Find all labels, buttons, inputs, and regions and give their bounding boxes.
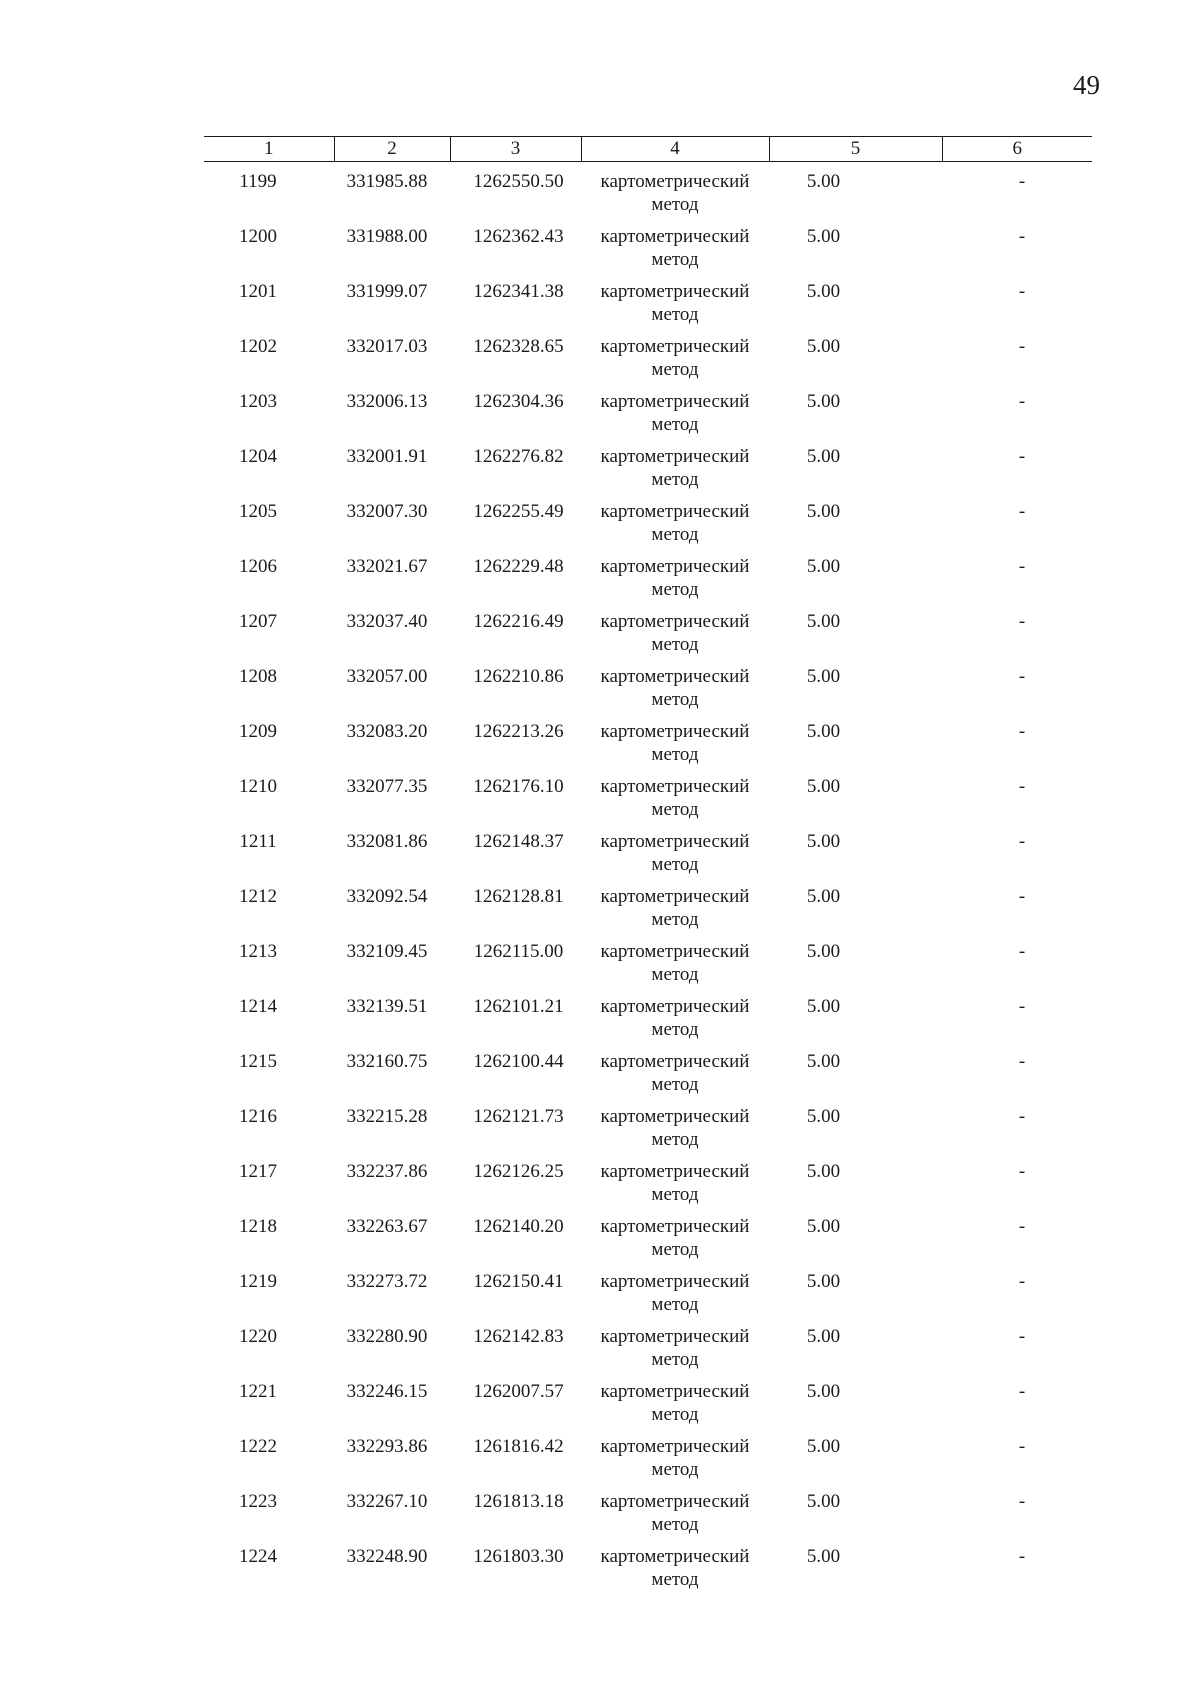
accuracy-cell: 5.00 bbox=[806, 996, 841, 1017]
y-coordinate-cell: 1262362.43 bbox=[473, 226, 564, 247]
point-number-cell: 1206 bbox=[239, 556, 277, 577]
accuracy-cell: 5.00 bbox=[806, 831, 841, 852]
method-line-1: картометрический bbox=[600, 1216, 750, 1237]
method-cell bbox=[581, 335, 769, 390]
table-row bbox=[204, 1435, 1092, 1490]
method-line-1: картометрический bbox=[600, 1546, 750, 1567]
y-coordinate-cell: 1262007.57 bbox=[473, 1381, 564, 1402]
method-line-2: метод bbox=[651, 1019, 699, 1040]
method-line-2: метод bbox=[651, 1404, 699, 1425]
x-coordinate-cell: 331988.00 bbox=[346, 226, 428, 247]
x-coordinate-cell: 332237.86 bbox=[346, 1161, 428, 1182]
table-row bbox=[204, 1215, 1092, 1270]
method-line-2: метод bbox=[651, 579, 699, 600]
accuracy-cell: 5.00 bbox=[806, 666, 841, 687]
note-cell: - bbox=[1018, 1051, 1026, 1072]
y-coordinate-cell: 1262126.25 bbox=[473, 1161, 564, 1182]
point-number-cell: 1215 bbox=[239, 1051, 277, 1072]
point-number-cell: 1201 bbox=[239, 281, 277, 302]
table-row bbox=[204, 1380, 1092, 1435]
table-body bbox=[204, 162, 1092, 1601]
table-row bbox=[204, 170, 1092, 225]
method-line-2: метод bbox=[651, 689, 699, 710]
accuracy-cell: 5.00 bbox=[806, 1106, 841, 1127]
method-cell bbox=[581, 775, 769, 830]
x-coordinate-cell: 332263.67 bbox=[346, 1216, 428, 1237]
method-cell bbox=[581, 280, 769, 335]
y-coordinate-cell: 1262304.36 bbox=[473, 391, 564, 412]
point-number-cell: 1222 bbox=[239, 1436, 277, 1457]
table-row bbox=[204, 1545, 1092, 1600]
method-line-1: картометрический bbox=[600, 171, 750, 192]
table-row bbox=[204, 1050, 1092, 1105]
method-line-1: картометрический bbox=[600, 501, 750, 522]
y-coordinate-cell: 1262216.49 bbox=[473, 611, 564, 632]
accuracy-cell: 5.00 bbox=[806, 776, 841, 797]
point-number-cell: 1223 bbox=[239, 1491, 277, 1512]
method-cell bbox=[581, 170, 769, 225]
note-cell: - bbox=[1018, 391, 1026, 412]
table-row bbox=[204, 665, 1092, 720]
note-cell: - bbox=[1018, 1106, 1026, 1127]
method-cell bbox=[581, 830, 769, 885]
method-cell bbox=[581, 390, 769, 445]
y-coordinate-cell: 1261813.18 bbox=[473, 1491, 564, 1512]
note-cell: - bbox=[1018, 1491, 1026, 1512]
y-coordinate-cell: 1262101.21 bbox=[473, 996, 564, 1017]
y-coordinate-cell: 1262115.00 bbox=[473, 941, 564, 962]
y-coordinate-cell: 1262210.86 bbox=[473, 666, 564, 687]
accuracy-cell: 5.00 bbox=[806, 1051, 841, 1072]
accuracy-cell: 5.00 bbox=[806, 721, 841, 742]
header-spacer bbox=[204, 162, 1092, 171]
accuracy-cell: 5.00 bbox=[806, 391, 841, 412]
table-row bbox=[204, 830, 1092, 885]
method-line-2: метод bbox=[651, 1184, 699, 1205]
x-coordinate-cell: 332273.72 bbox=[346, 1271, 428, 1292]
method-line-1: картометрический bbox=[600, 1381, 750, 1402]
point-number-cell: 1210 bbox=[239, 776, 277, 797]
method-cell bbox=[581, 665, 769, 720]
method-line-2: метод bbox=[651, 414, 699, 435]
method-line-2: метод bbox=[651, 359, 699, 380]
y-coordinate-cell: 1262341.38 bbox=[473, 281, 564, 302]
table-row bbox=[204, 445, 1092, 500]
accuracy-cell: 5.00 bbox=[806, 611, 841, 632]
x-coordinate-cell: 332109.45 bbox=[346, 941, 428, 962]
note-cell: - bbox=[1018, 1326, 1026, 1347]
point-number-cell: 1214 bbox=[239, 996, 277, 1017]
accuracy-cell: 5.00 bbox=[806, 1326, 841, 1347]
method-line-1: картометрический bbox=[600, 776, 750, 797]
method-line-2: метод bbox=[651, 909, 699, 930]
note-cell: - bbox=[1018, 446, 1026, 467]
note-cell: - bbox=[1018, 776, 1026, 797]
note-cell: - bbox=[1018, 226, 1026, 247]
note-cell: - bbox=[1018, 886, 1026, 907]
method-cell bbox=[581, 500, 769, 555]
method-line-2: метод bbox=[651, 1459, 699, 1480]
table-row bbox=[204, 995, 1092, 1050]
method-line-1: картометрический bbox=[600, 611, 750, 632]
table-row bbox=[204, 1270, 1092, 1325]
accuracy-cell: 5.00 bbox=[806, 226, 841, 247]
note-cell: - bbox=[1018, 1436, 1026, 1457]
method-cell bbox=[581, 1160, 769, 1215]
note-cell: - bbox=[1018, 336, 1026, 357]
method-line-1: картометрический bbox=[600, 281, 750, 302]
table-row bbox=[204, 280, 1092, 335]
method-line-1: картометрический bbox=[600, 1161, 750, 1182]
point-number-cell: 1218 bbox=[239, 1216, 277, 1237]
note-cell: - bbox=[1018, 281, 1026, 302]
accuracy-cell: 5.00 bbox=[806, 1491, 841, 1512]
method-line-1: картометрический bbox=[600, 1326, 750, 1347]
table-row bbox=[204, 1160, 1092, 1215]
point-number-cell: 1209 bbox=[239, 721, 277, 742]
x-coordinate-cell: 332246.15 bbox=[346, 1381, 428, 1402]
x-coordinate-cell: 332280.90 bbox=[346, 1326, 428, 1347]
note-cell: - bbox=[1018, 1271, 1026, 1292]
accuracy-cell: 5.00 bbox=[806, 556, 841, 577]
table-row bbox=[204, 1490, 1092, 1545]
point-number-cell: 1220 bbox=[239, 1326, 277, 1347]
method-line-1: картометрический bbox=[600, 1491, 750, 1512]
method-line-1: картометрический bbox=[600, 721, 750, 742]
method-line-1: картометрический bbox=[600, 391, 750, 412]
x-coordinate-cell: 332160.75 bbox=[346, 1051, 428, 1072]
method-line-2: метод bbox=[651, 964, 699, 985]
method-line-2: метод bbox=[651, 1349, 699, 1370]
note-cell: - bbox=[1018, 501, 1026, 522]
y-coordinate-cell: 1262176.10 bbox=[473, 776, 564, 797]
note-cell: - bbox=[1018, 941, 1026, 962]
note-cell: - bbox=[1018, 1216, 1026, 1237]
method-cell bbox=[581, 1380, 769, 1435]
method-cell bbox=[581, 720, 769, 775]
x-coordinate-cell: 332081.86 bbox=[346, 831, 428, 852]
point-number-cell: 1200 bbox=[239, 226, 277, 247]
y-coordinate-cell: 1262100.44 bbox=[473, 1051, 564, 1072]
table-row bbox=[204, 390, 1092, 445]
method-line-2: метод bbox=[651, 799, 699, 820]
column-header-1: 1 bbox=[204, 137, 334, 162]
point-number-cell: 1203 bbox=[239, 391, 277, 412]
header-row bbox=[204, 137, 1092, 162]
method-line-1: картометрический bbox=[600, 1271, 750, 1292]
method-cell bbox=[581, 885, 769, 940]
method-line-2: метод bbox=[651, 524, 699, 545]
method-line-1: картометрический bbox=[600, 941, 750, 962]
method-line-2: метод bbox=[651, 744, 699, 765]
method-cell bbox=[581, 1105, 769, 1160]
table-row bbox=[204, 555, 1092, 610]
accuracy-cell: 5.00 bbox=[806, 336, 841, 357]
note-cell: - bbox=[1018, 996, 1026, 1017]
y-coordinate-cell: 1262121.73 bbox=[473, 1106, 564, 1127]
method-cell bbox=[581, 1545, 769, 1600]
note-cell: - bbox=[1018, 721, 1026, 742]
point-number-cell: 1213 bbox=[239, 941, 277, 962]
x-coordinate-cell: 332293.86 bbox=[346, 1436, 428, 1457]
accuracy-cell: 5.00 bbox=[806, 501, 841, 522]
x-coordinate-cell: 332077.35 bbox=[346, 776, 428, 797]
table-row bbox=[204, 335, 1092, 390]
method-line-2: метод bbox=[651, 469, 699, 490]
method-line-1: картометрический bbox=[600, 666, 750, 687]
x-coordinate-cell: 332083.20 bbox=[346, 721, 428, 742]
table-row bbox=[204, 775, 1092, 830]
table-row bbox=[204, 720, 1092, 775]
method-line-2: метод bbox=[651, 1129, 699, 1150]
point-number-cell: 1216 bbox=[239, 1106, 277, 1127]
coordinates-table bbox=[204, 136, 1092, 1600]
table-row bbox=[204, 1105, 1092, 1160]
y-coordinate-cell: 1262140.20 bbox=[473, 1216, 564, 1237]
x-coordinate-cell: 332057.00 bbox=[346, 666, 428, 687]
method-line-1: картометрический bbox=[600, 556, 750, 577]
point-number-cell: 1202 bbox=[239, 336, 277, 357]
y-coordinate-cell: 1262128.81 bbox=[473, 886, 564, 907]
method-line-1: картометрический bbox=[600, 446, 750, 467]
x-coordinate-cell: 332092.54 bbox=[346, 886, 428, 907]
accuracy-cell: 5.00 bbox=[806, 1216, 841, 1237]
method-line-2: метод bbox=[651, 1239, 699, 1260]
method-cell bbox=[581, 1270, 769, 1325]
note-cell: - bbox=[1018, 831, 1026, 852]
y-coordinate-cell: 1262550.50 bbox=[473, 171, 564, 192]
y-coordinate-cell: 1262276.82 bbox=[473, 446, 564, 467]
accuracy-cell: 5.00 bbox=[806, 941, 841, 962]
note-cell: - bbox=[1018, 1161, 1026, 1182]
accuracy-cell: 5.00 bbox=[806, 281, 841, 302]
y-coordinate-cell: 1262150.41 bbox=[473, 1271, 564, 1292]
accuracy-cell: 5.00 bbox=[806, 1271, 841, 1292]
accuracy-cell: 5.00 bbox=[806, 1436, 841, 1457]
method-line-1: картометрический bbox=[600, 1106, 750, 1127]
method-line-2: метод bbox=[651, 1074, 699, 1095]
y-coordinate-cell: 1262328.65 bbox=[473, 336, 564, 357]
note-cell: - bbox=[1018, 171, 1026, 192]
x-coordinate-cell: 332006.13 bbox=[346, 391, 428, 412]
method-cell bbox=[581, 995, 769, 1050]
table-row bbox=[204, 610, 1092, 665]
y-coordinate-cell: 1261803.30 bbox=[473, 1546, 564, 1567]
column-header-3: 3 bbox=[450, 137, 581, 162]
table-row bbox=[204, 885, 1092, 940]
point-number-cell: 1207 bbox=[239, 611, 277, 632]
table-row bbox=[204, 500, 1092, 555]
y-coordinate-cell: 1262213.26 bbox=[473, 721, 564, 742]
column-header-4: 4 bbox=[581, 137, 769, 162]
x-coordinate-cell: 332001.91 bbox=[346, 446, 428, 467]
method-line-2: метод bbox=[651, 1514, 699, 1535]
accuracy-cell: 5.00 bbox=[806, 886, 841, 907]
x-coordinate-cell: 332017.03 bbox=[346, 336, 428, 357]
method-line-1: картометрический bbox=[600, 226, 750, 247]
accuracy-cell: 5.00 bbox=[806, 171, 841, 192]
point-number-cell: 1208 bbox=[239, 666, 277, 687]
note-cell: - bbox=[1018, 1381, 1026, 1402]
point-number-cell: 1212 bbox=[239, 886, 277, 907]
method-line-1: картометрический bbox=[600, 336, 750, 357]
table-row bbox=[204, 940, 1092, 995]
point-number-cell: 1204 bbox=[239, 446, 277, 467]
point-number-cell: 1211 bbox=[239, 831, 277, 852]
x-coordinate-cell: 332248.90 bbox=[346, 1546, 428, 1567]
method-cell bbox=[581, 1490, 769, 1545]
method-cell bbox=[581, 1050, 769, 1105]
method-line-1: картометрический bbox=[600, 831, 750, 852]
method-line-1: картометрический bbox=[600, 1436, 750, 1457]
y-coordinate-cell: 1262148.37 bbox=[473, 831, 564, 852]
method-cell bbox=[581, 940, 769, 995]
point-number-cell: 1217 bbox=[239, 1161, 277, 1182]
method-cell bbox=[581, 445, 769, 500]
note-cell: - bbox=[1018, 1546, 1026, 1567]
method-line-1: картометрический bbox=[600, 1051, 750, 1072]
y-coordinate-cell: 1262142.83 bbox=[473, 1326, 564, 1347]
accuracy-cell: 5.00 bbox=[806, 1161, 841, 1182]
method-line-2: метод bbox=[651, 304, 699, 325]
note-cell: - bbox=[1018, 666, 1026, 687]
point-number-cell: 1221 bbox=[239, 1381, 277, 1402]
column-header-6: 6 bbox=[942, 137, 1092, 162]
method-line-2: метод bbox=[651, 194, 699, 215]
method-line-2: метод bbox=[651, 854, 699, 875]
x-coordinate-cell: 332007.30 bbox=[346, 501, 428, 522]
y-coordinate-cell: 1261816.42 bbox=[473, 1436, 564, 1457]
method-line-2: метод bbox=[651, 1569, 699, 1590]
x-coordinate-cell: 332037.40 bbox=[346, 611, 428, 632]
x-coordinate-cell: 332021.67 bbox=[346, 556, 428, 577]
accuracy-cell: 5.00 bbox=[806, 446, 841, 467]
method-cell bbox=[581, 555, 769, 610]
method-line-1: картометрический bbox=[600, 996, 750, 1017]
accuracy-cell: 5.00 bbox=[806, 1546, 841, 1567]
method-line-2: метод bbox=[651, 249, 699, 270]
method-cell bbox=[581, 1325, 769, 1380]
accuracy-cell: 5.00 bbox=[806, 1381, 841, 1402]
method-line-2: метод bbox=[651, 634, 699, 655]
point-number-cell: 1224 bbox=[239, 1546, 277, 1567]
table-row bbox=[204, 225, 1092, 280]
table-header bbox=[204, 137, 1092, 162]
y-coordinate-cell: 1262255.49 bbox=[473, 501, 564, 522]
y-coordinate-cell: 1262229.48 bbox=[473, 556, 564, 577]
x-coordinate-cell: 331985.88 bbox=[346, 171, 428, 192]
x-coordinate-cell: 332139.51 bbox=[346, 996, 428, 1017]
x-coordinate-cell: 332215.28 bbox=[346, 1106, 428, 1127]
method-cell bbox=[581, 610, 769, 665]
note-cell: - bbox=[1018, 611, 1026, 632]
page-number: 49 bbox=[1073, 70, 1100, 100]
method-cell bbox=[581, 1435, 769, 1490]
method-cell bbox=[581, 225, 769, 280]
table-row bbox=[204, 1325, 1092, 1380]
point-number-cell: 1205 bbox=[239, 501, 277, 522]
method-line-1: картометрический bbox=[600, 886, 750, 907]
point-number-cell: 1199 bbox=[239, 171, 277, 192]
method-cell bbox=[581, 1215, 769, 1270]
x-coordinate-cell: 332267.10 bbox=[346, 1491, 428, 1512]
x-coordinate-cell: 331999.07 bbox=[346, 281, 428, 302]
point-number-cell: 1219 bbox=[239, 1271, 277, 1292]
column-header-5: 5 bbox=[769, 137, 942, 162]
method-line-2: метод bbox=[651, 1294, 699, 1315]
note-cell: - bbox=[1018, 556, 1026, 577]
column-header-2: 2 bbox=[334, 137, 450, 162]
